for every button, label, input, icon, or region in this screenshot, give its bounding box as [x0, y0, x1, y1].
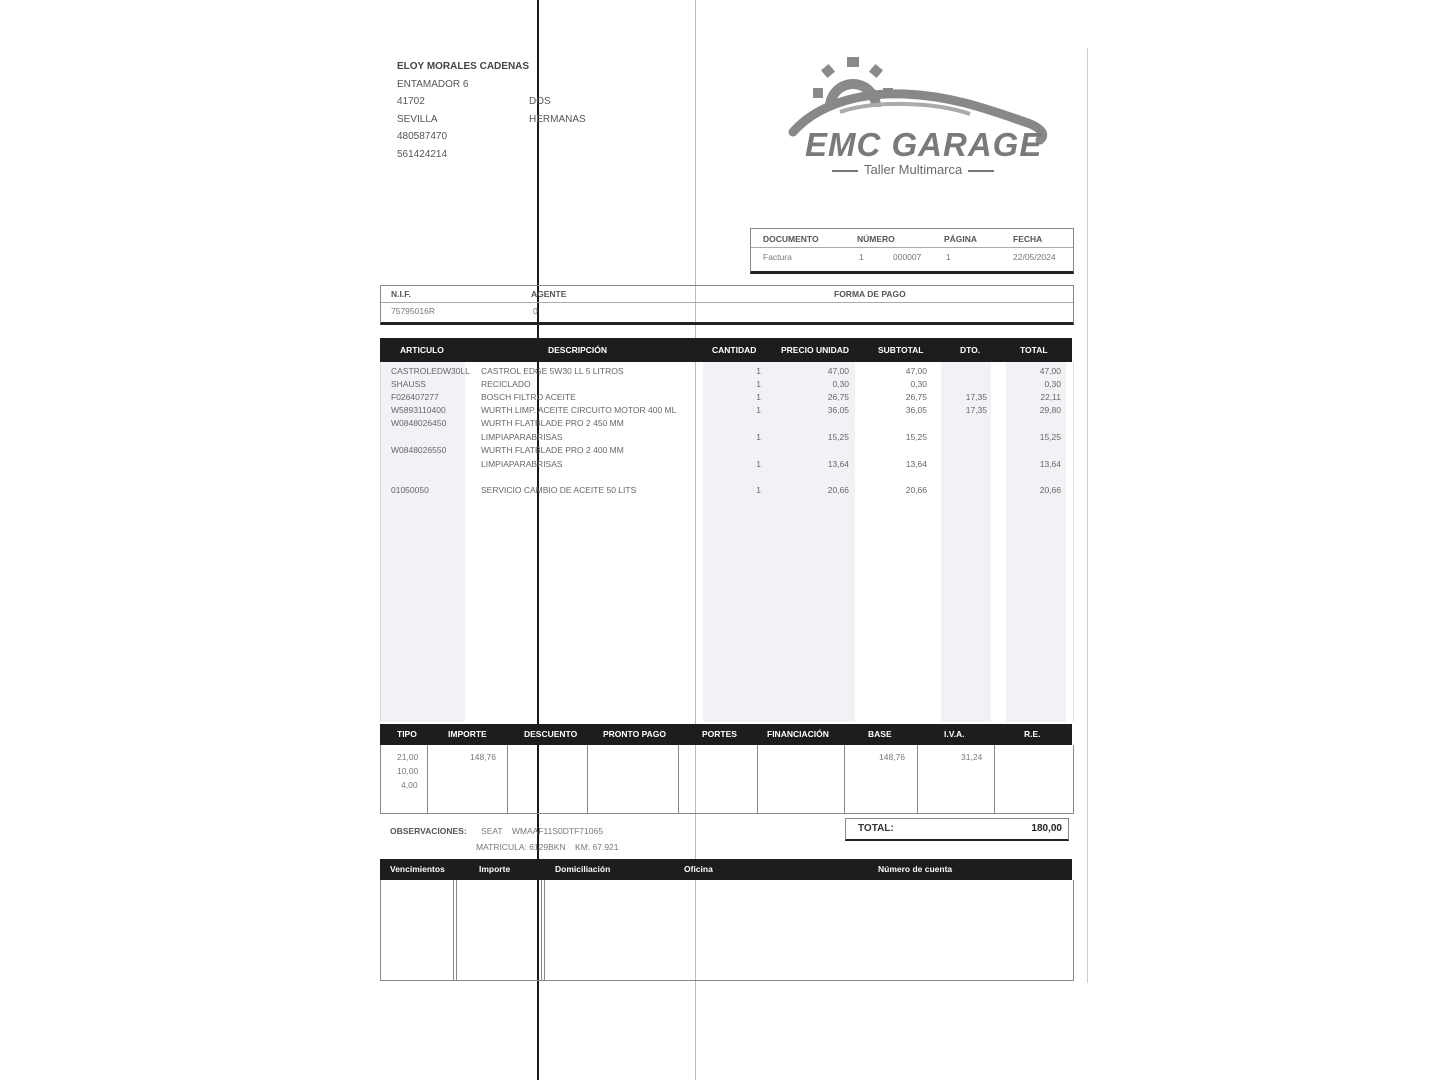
- table-row: [381, 432, 1073, 445]
- item-unit-price: 15,25: [827, 432, 849, 442]
- item-code: 01050050: [391, 485, 429, 495]
- col-numero-cuenta: Número de cuenta: [878, 864, 953, 874]
- col-vencimientos: Vencimientos: [390, 864, 445, 874]
- item-discount: 17,35: [965, 405, 987, 415]
- tax-type-3: 4,00: [401, 780, 418, 790]
- nif-header: N.I.F.: [391, 289, 411, 299]
- item-description: SERVICIO CAMBIO DE ACEITE 50 LITS: [481, 485, 637, 495]
- table-row: [381, 405, 1073, 418]
- col-total: TOTAL: [1020, 345, 1048, 355]
- doc-type: Factura: [763, 252, 792, 262]
- doc-series: 1: [859, 252, 864, 262]
- item-subtotal: 13,64: [905, 459, 927, 469]
- item-description: RECICLADO: [481, 379, 531, 389]
- item-total: 13,64: [1039, 459, 1061, 469]
- col-cantidad: CANTIDAD: [712, 345, 757, 355]
- col-iva: I.V.A.: [944, 729, 965, 739]
- item-total: 15,25: [1039, 432, 1061, 442]
- col-pay-importe: Importe: [479, 864, 511, 874]
- item-quantity: 1: [756, 392, 761, 402]
- col-precio-unidad: PRECIO UNIDAD: [781, 345, 850, 355]
- doc-page: 1: [946, 252, 951, 262]
- table-row: [381, 366, 1073, 379]
- payment-method-header: FORMA DE PAGO: [834, 289, 906, 299]
- logo-title: EMC GARAGE: [805, 126, 1043, 163]
- items-table-body: [380, 362, 1074, 722]
- item-quantity: 1: [756, 379, 761, 389]
- tax-table-header: [380, 724, 1072, 745]
- item-unit-price: 13,64: [827, 459, 849, 469]
- item-description: LIMPIAPARABRISAS: [481, 432, 563, 442]
- item-description: LIMPIAPARABRISAS: [481, 459, 563, 469]
- tax-base: 148,76: [879, 752, 905, 762]
- col-domiciliacion: Domiciliación: [555, 864, 611, 874]
- item-quantity: 1: [756, 405, 761, 415]
- col-base: BASE: [868, 729, 892, 739]
- item-unit-price: 26,75: [827, 392, 849, 402]
- table-row: [381, 459, 1073, 472]
- item-subtotal: 20,66: [905, 485, 927, 495]
- tax-importe: 148,76: [470, 752, 496, 762]
- table-row: [381, 445, 1073, 458]
- item-code: CASTROLEDW30LL: [391, 366, 470, 376]
- item-code: F026407277: [391, 392, 439, 402]
- col-subtotal: SUBTOTAL: [878, 345, 924, 355]
- observations-line2: MATRICULA: 6129BKN KM: 67.921: [476, 842, 619, 852]
- item-description: WURTH FLATBLADE PRO 2 400 MM: [481, 445, 624, 455]
- client-address: [397, 58, 586, 164]
- table-row: [381, 485, 1073, 498]
- tax-type-1: 21,00: [397, 752, 419, 762]
- doc-header-numero: NÚMERO: [857, 234, 895, 244]
- item-subtotal: 15,25: [905, 432, 927, 442]
- item-unit-price: 0,30: [832, 379, 849, 389]
- item-total: 22,11: [1040, 392, 1061, 402]
- payment-table-body: [380, 880, 1074, 981]
- item-quantity: 1: [756, 432, 761, 442]
- page-edge: [1087, 48, 1088, 983]
- observations: [390, 826, 619, 852]
- table-row: [381, 379, 1073, 392]
- item-subtotal: 47,00: [905, 366, 927, 376]
- item-code: SHAUSS: [391, 379, 426, 389]
- tax-type-2: 10,00: [397, 766, 419, 776]
- total-box: [845, 818, 1069, 841]
- col-financiacion: FINANCIACIÓN: [767, 729, 829, 739]
- items-table-header: [380, 338, 1072, 362]
- doc-date: 22/05/2024: [1013, 252, 1056, 262]
- item-code: W0848026550: [391, 445, 447, 455]
- col-oficina: Oficina: [684, 864, 713, 874]
- table-row: [381, 418, 1073, 431]
- item-unit-price: 47,00: [827, 366, 849, 376]
- table-row: [381, 392, 1073, 405]
- col-descripcion: DESCRIPCIÓN: [548, 345, 608, 355]
- item-total: 47,00: [1039, 366, 1061, 376]
- item-total: 29,80: [1039, 405, 1061, 415]
- item-unit-price: 36,05: [827, 405, 849, 415]
- client-street: ENTAMADOR 6: [397, 78, 469, 90]
- item-total: 0,30: [1044, 379, 1061, 389]
- doc-header-pagina: PÁGINA: [944, 234, 978, 244]
- agent-header: AGENTE: [531, 289, 567, 299]
- item-description: WURTH LIMP. ACEITE CIRCUITO MOTOR 400 ML: [481, 405, 677, 415]
- col-tipo: TIPO: [397, 729, 417, 739]
- client-name: ELOY MORALES CADENAS: [397, 61, 530, 72]
- item-subtotal: 36,05: [905, 405, 927, 415]
- payment-table-header: [380, 859, 1072, 880]
- item-quantity: 1: [756, 459, 761, 469]
- total-value: 180,00: [1031, 823, 1062, 834]
- item-description: BOSCH FILTRO ACEITE: [481, 392, 576, 402]
- doc-header-documento: DOCUMENTO: [763, 234, 819, 244]
- observations-line1: SEAT WMAAF11S0DTF71065: [481, 826, 603, 836]
- item-code: W0848026450: [391, 418, 447, 428]
- col-pronto-pago: PRONTO PAGO: [603, 729, 666, 739]
- client-province: SEVILLA: [397, 113, 438, 125]
- col-importe: IMPORTE: [448, 729, 487, 739]
- col-dto: DTO.: [960, 345, 981, 355]
- item-subtotal: 26,75: [905, 392, 927, 402]
- item-code: W5893110400: [391, 405, 446, 415]
- col-re: R.E.: [1024, 729, 1041, 739]
- total-label: TOTAL:: [858, 823, 894, 834]
- document-info-box: [750, 228, 1074, 274]
- observations-label: OBSERVACIONES:: [390, 826, 467, 836]
- client-phone1: 480587470: [397, 131, 448, 143]
- client-phone2: 561424214: [397, 148, 448, 160]
- nif-agent-box: [380, 285, 1074, 325]
- item-discount: 17,35: [965, 392, 987, 402]
- tax-table-body: [380, 745, 1074, 814]
- doc-header-fecha: FECHA: [1013, 234, 1043, 244]
- client-city: DOS HERMANAS: [529, 96, 586, 125]
- agent-value: 0: [533, 306, 538, 316]
- tax-iva: 31,24: [961, 752, 983, 762]
- col-portes: PORTES: [702, 729, 737, 739]
- item-description: WURTH FLATBLADE PRO 2 450 MM: [481, 418, 624, 428]
- col-articulo: ARTICULO: [400, 345, 444, 355]
- item-total: 20,66: [1039, 485, 1061, 495]
- client-postal-code: 41702: [397, 96, 425, 108]
- item-description: CASTROL EDGE 5W30 LL 5 LITROS: [481, 366, 624, 376]
- logo-subtitle: Taller Multimarca: [826, 162, 1000, 177]
- item-quantity: 1: [756, 366, 761, 376]
- nif-value: 75795016R: [391, 306, 435, 316]
- item-unit-price: 20,66: [827, 485, 849, 495]
- item-quantity: 1: [756, 485, 761, 495]
- col-descuento: DESCUENTO: [524, 729, 578, 739]
- doc-number: 000007: [893, 252, 922, 262]
- item-subtotal: 0,30: [910, 379, 927, 389]
